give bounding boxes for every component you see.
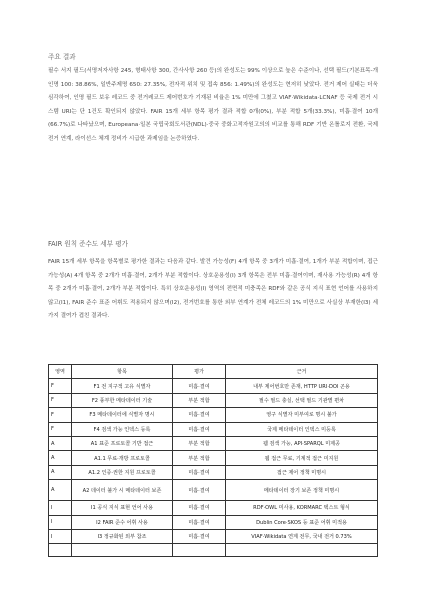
cell-eval: 미흡·결여 [173, 379, 226, 393]
cell-eval: 부분 적합 [173, 393, 226, 407]
cell-item: I2 FAIR 준수 어휘 사용 [72, 515, 173, 529]
table-header-row [49, 365, 378, 379]
cell-item: A2 데이터 불가 시 메타데이터 보존 [72, 480, 173, 501]
table-row [49, 501, 378, 515]
cell-eval: 부분 적합 [173, 436, 226, 450]
cell-item: F1 전 지구적 고유 식별자 [72, 379, 173, 393]
header-eval: 평가 [173, 365, 226, 379]
header-area: 영역 [49, 365, 72, 379]
cell-area: F [49, 408, 72, 422]
cell-eval: 미흡·결여 [173, 408, 226, 422]
cell-item: I1 공식 지식 표현 언어 사용 [72, 501, 173, 515]
cell-item: F3 메타데이터에 식별자 명시 [72, 408, 173, 422]
cell-basis: 국제 메타데이터 인덱스 미등록 [226, 422, 378, 436]
cell-basis: 내부 제어번호만 존재, HTTP URI·DOI 곤용 [226, 379, 378, 393]
cell-area: A [49, 451, 72, 465]
cell-basis: 영구 식별자 미부여로 명시 불가 [226, 408, 378, 422]
cell-item [72, 544, 173, 557]
cell-eval: 부분 적합 [173, 451, 226, 465]
cell-eval: 미흡·결여 [173, 529, 226, 543]
table-row [49, 408, 378, 422]
header-item: 항목 [72, 365, 173, 379]
table-body [49, 379, 378, 557]
table-row [49, 529, 378, 543]
table-row [49, 544, 378, 557]
cell-basis: 웹 접근 무료, 기계적 접근 미지원 [226, 451, 378, 465]
table-row [49, 515, 378, 529]
cell-area: A [49, 436, 72, 450]
cell-item: F2 풍부한 메타데이터 기술 [72, 393, 173, 407]
cell-basis: 접근 제어 정책 미명시 [226, 465, 378, 479]
cell-eval: 미흡·결여 [173, 515, 226, 529]
cell-area: F [49, 379, 72, 393]
cell-eval: 미흡·결여 [173, 465, 226, 479]
cell-eval: 미흡·결여 [173, 501, 226, 515]
cell-basis: Dublin Core·SKOS 등 표준 어휘 미적용 [226, 515, 378, 529]
table-row [49, 451, 378, 465]
cell-area: I [49, 501, 72, 515]
section-heading-fair: FAIR 원칙 준수도 세부 평가 [48, 240, 128, 248]
fair-evaluation-table [48, 364, 378, 557]
cell-area: F [49, 393, 72, 407]
table-row [49, 393, 378, 407]
cell-area [49, 544, 72, 557]
cell-area: I [49, 515, 72, 529]
table-row [49, 379, 378, 393]
table-row [49, 422, 378, 436]
cell-eval [173, 544, 226, 557]
cell-area: F [49, 422, 72, 436]
cell-eval: 미흡·결여 [173, 480, 226, 501]
section-heading-results: 주요 결과 [48, 53, 76, 61]
cell-basis: RDF·OWL 미사용, KORMARC 텍스트 형식 [226, 501, 378, 515]
fair-paragraph: FAIR 15개 세부 항목을 항목별로 평가한 결과는 다음과 같다. 발견 가능성(F) 4개 항목 중 3개가 미흡·결여, 1개가 부분 적합이며, 접근 가능성(A) 4개 항목 중 2개가 미흡·결여, 2개가 부분 적합이다. 상호운용성(I) 3개 항목은 전부 미흡·결여이며, 재사용 가능성(R) 4개 항목 중 2개가 미흡·결여, 2개가 부분 적합이다. 특히 상호운용성(I) 영역의 전면적 미충족은 RDF와 같은 공식 지식 표현 언어를 사용하지 않고(I1), FAIR 준수 표준 어휘도 적용되지 않으며(I2), 전거번호를 통한 외부 연계가 전체 레코드의 1% 미만으로 사실상 부재한(I3) 세 가지 결여가 겹친 결과다. [48, 259, 378, 319]
cell-area: A [49, 480, 72, 501]
cell-area: I [49, 529, 72, 543]
cell-basis: 필수 필드 충실, 선택 필드 기관별 편차 [226, 393, 378, 407]
cell-basis [226, 544, 378, 557]
table-row [49, 465, 378, 479]
cell-item: A1 표준 프로토콜 기반 접근 [72, 436, 173, 450]
cell-basis: 웹 검색 가능, API·SPARQL 미제공 [226, 436, 378, 450]
results-paragraph: 필수 서지 필드(서명저자사항 245, 형태사항 300, 간사사항 260 등)의 완성도는 99% 이상으로 높은 수준이나, 선택 필드(기본표목-개인명 100: 38.86%, 일반주제명 650: 27.35%, 전자적 위치 및 접속 856: 1.49%)의 완성도는 현저히 낮았다. 전거 제어 실태는 더욱 심각하여, 인명 필드 보유 레코드 중 전거레코드 제어번호가 기재된 비율은 1% 미만에 그쳤고 VIAF·Wikidata·LCNAF 등 국제 전거 시스템 URI는 단 1건도 확인되지 않았다. FAIR 15개 세부 항목 평가 결과 적합 0개(0%), 부분 적합 5개(33.3%), 미흡·결여 10개(66.7%)로 나타났으며, Europeana·일본 국립국회도서관(NDL)·중국 중화고적자원고의의 비교를 통해 RDF 기반 온톨로지 전환, 국제 전거 연계, 라이선스 체계 정비가 시급한 과제임을 논증하였다. [48, 68, 378, 142]
cell-area: A [49, 465, 72, 479]
cell-basis: 메타데이터 장기 보존 정책 미명시 [226, 480, 378, 501]
cell-item: A1.1 무료·개방 프로토콜 [72, 451, 173, 465]
cell-item: I3 정규화된 외부 참조 [72, 529, 173, 543]
header-basis: 근거 [226, 365, 378, 379]
table-row [49, 480, 378, 501]
cell-basis: VIAF·Wikidata 연계 전무, 국내 전거 0.73% [226, 529, 378, 543]
table-row [49, 436, 378, 450]
cell-eval: 미흡·결여 [173, 422, 226, 436]
cell-item: F4 검색 가능 인덱스 등록 [72, 422, 173, 436]
cell-item: A1.2 인증·권한 지원 프로토콜 [72, 465, 173, 479]
